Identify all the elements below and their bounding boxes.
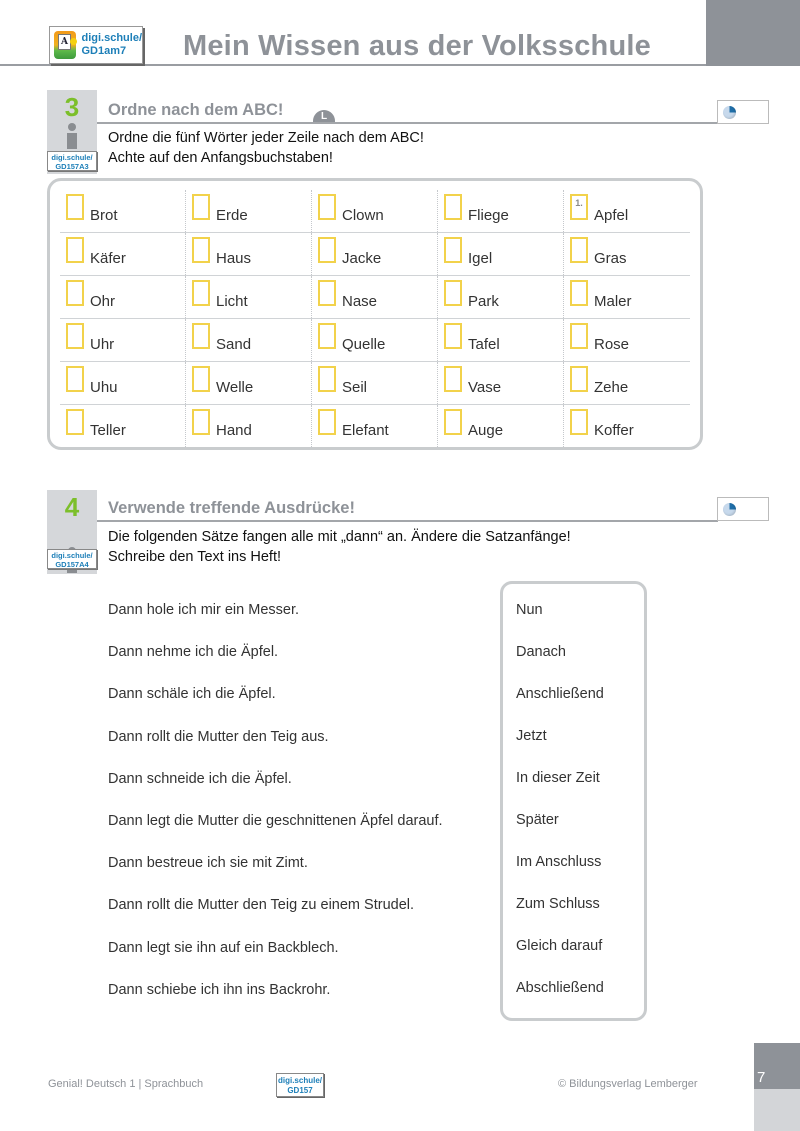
instruction-line-1: Die folgenden Sätze fangen alle mit „dann“ an. Ändere die Satzanfänge! xyxy=(108,529,571,545)
abc-cell xyxy=(60,276,186,318)
abc-word: Nase xyxy=(342,293,378,310)
order-number-box[interactable] xyxy=(192,280,210,306)
footer-digi-badge[interactable] xyxy=(276,1073,324,1097)
quarter-pie-icon xyxy=(723,106,736,119)
page-title: Mein Wissen aus der Volksschule xyxy=(183,30,651,62)
abc-word: Käfer xyxy=(90,250,126,267)
exercise-4-digi-badge[interactable] xyxy=(47,549,97,569)
abc-word: Zehe xyxy=(594,379,629,396)
abc-word: Uhr xyxy=(90,336,115,353)
abc-word: Teller xyxy=(90,422,126,439)
abc-word: Fliege xyxy=(468,207,509,224)
sentence: Dann hole ich mir ein Messer. xyxy=(108,602,299,618)
abc-row xyxy=(60,276,690,319)
abc-cell xyxy=(312,319,438,361)
abc-word: Ohr xyxy=(90,293,116,310)
word-bank-item: Gleich darauf xyxy=(516,938,603,954)
page-number: 7 xyxy=(757,1069,766,1086)
sentence: Dann schneide ich die Äpfel. xyxy=(108,770,292,787)
abc-cell xyxy=(564,405,690,447)
order-number-box[interactable] xyxy=(192,194,210,220)
abc-cell xyxy=(186,233,312,275)
abc-cell xyxy=(438,233,564,275)
badge-line2: GD157 xyxy=(287,1086,313,1095)
abc-word: Jacke xyxy=(342,250,382,267)
abc-cell xyxy=(186,362,312,404)
progress-box xyxy=(717,100,769,124)
order-number-box[interactable] xyxy=(444,323,462,349)
abc-word: Clown xyxy=(342,207,384,224)
abc-cell xyxy=(60,362,186,404)
abc-cell xyxy=(438,276,564,318)
abc-cell xyxy=(438,405,564,447)
abc-word: Auge xyxy=(468,422,504,439)
abc-word: Elefant xyxy=(342,422,389,439)
exercise-4-underline xyxy=(97,520,718,522)
order-number-box[interactable] xyxy=(570,409,588,435)
exercise-3-title: Ordne nach dem ABC! xyxy=(108,101,284,119)
abc-word: Licht xyxy=(216,293,248,310)
badge-line1: digi.schule/ xyxy=(277,1076,322,1085)
order-number-box[interactable] xyxy=(318,323,336,349)
word-bank-item: Nun xyxy=(516,602,543,618)
abc-cell xyxy=(564,276,690,318)
abc-word: Igel xyxy=(468,250,493,267)
abc-word: Koffer xyxy=(594,422,634,439)
abc-word: Park xyxy=(468,293,499,310)
order-number-box[interactable] xyxy=(318,194,336,220)
order-number-box[interactable] xyxy=(570,237,588,263)
person-icon xyxy=(66,123,78,149)
abc-cell xyxy=(60,319,186,361)
abc-cell xyxy=(438,319,564,361)
word-bank-item: In dieser Zeit xyxy=(516,770,600,786)
order-number-box[interactable] xyxy=(318,409,336,435)
badge-line1: digi.schule/ xyxy=(81,32,142,44)
order-number-box[interactable] xyxy=(318,280,336,306)
order-number-box[interactable] xyxy=(66,323,84,349)
abc-row xyxy=(60,233,690,276)
abc-cell xyxy=(564,319,690,361)
abc-word: Hand xyxy=(216,422,252,439)
abc-word: Tafel xyxy=(468,336,500,353)
abc-word: Rose xyxy=(594,336,630,353)
abc-cell xyxy=(186,319,312,361)
order-number-box[interactable] xyxy=(318,237,336,263)
order-number-box[interactable] xyxy=(444,280,462,306)
word-bank-item: Anschließend xyxy=(516,686,604,702)
instruction-line-2: Achte auf den Anfangsbuchstaben! xyxy=(108,150,333,166)
order-number-box[interactable] xyxy=(192,323,210,349)
abc-word: Erde xyxy=(216,207,248,224)
level-badge: L xyxy=(313,110,335,122)
word-bank-item: Im Anschluss xyxy=(516,854,602,870)
footer-copyright: © Bildungsverlag Lemberger xyxy=(558,1078,698,1090)
sentence: Dann schäle ich die Äpfel. xyxy=(108,686,276,703)
instruction-line-1: Ordne die fünf Wörter jeder Zeile nach dem ABC! xyxy=(108,130,424,146)
sentence: Dann schiebe ich ihn ins Backrohr. xyxy=(108,981,331,998)
order-number-box[interactable] xyxy=(66,409,84,435)
order-number-box[interactable] xyxy=(66,237,84,263)
badge-line2: GD1am7 xyxy=(81,45,127,57)
abc-cell xyxy=(312,276,438,318)
sentence: Dann bestreue ich sie mit Zimt. xyxy=(108,855,308,872)
abc-row xyxy=(60,405,690,447)
exercise-number: 4 xyxy=(64,492,80,522)
order-number-box[interactable] xyxy=(444,237,462,263)
order-number-box[interactable] xyxy=(192,409,210,435)
progress-box xyxy=(717,497,769,521)
abc-row xyxy=(60,319,690,362)
badge-line1: digi.schule/ xyxy=(51,153,93,162)
sentence: Dann nehme ich die Äpfel. xyxy=(108,644,279,661)
abc-cell xyxy=(186,276,312,318)
header-gray-block xyxy=(706,0,800,66)
sentence: Dann legt die Mutter die geschnittenen Äpfel darauf. xyxy=(108,813,443,829)
exercise-3-digi-badge[interactable] xyxy=(47,151,97,171)
order-number-box[interactable] xyxy=(444,194,462,220)
abc-cell xyxy=(186,405,312,447)
digi-schule-link-badge[interactable] xyxy=(49,26,143,64)
abc-row xyxy=(60,362,690,405)
abc-word: Welle xyxy=(216,379,254,396)
badge-line2: GD157A3 xyxy=(55,162,89,171)
order-number-box[interactable] xyxy=(66,280,84,306)
exercise-number: 3 xyxy=(64,92,80,122)
page-number-lower-block xyxy=(754,1089,800,1131)
abc-cell xyxy=(438,190,564,232)
word-bank-item: Danach xyxy=(516,644,566,660)
header-rule xyxy=(0,64,706,66)
order-number-box[interactable] xyxy=(444,409,462,435)
badge-line1: digi.schule/ xyxy=(51,551,93,560)
abc-grid xyxy=(60,190,690,447)
abc-word: Sand xyxy=(216,336,252,353)
abc-word: Haus xyxy=(216,250,252,267)
abc-cell xyxy=(60,233,186,275)
quarter-pie-icon xyxy=(723,503,736,516)
abc-cell xyxy=(60,405,186,447)
footer-book-title: Genial! Deutsch 1 | Sprachbuch xyxy=(48,1078,204,1090)
order-number-box[interactable] xyxy=(66,366,84,392)
abc-cell xyxy=(564,362,690,404)
sentence: Dann rollt die Mutter den Teig aus. xyxy=(108,728,329,745)
order-number-box[interactable] xyxy=(570,280,588,306)
abc-cell xyxy=(312,190,438,232)
word-bank-item: Später xyxy=(516,812,559,828)
abc-word: Gras xyxy=(594,250,627,267)
abc-word: Vase xyxy=(468,379,502,396)
exercise-4-title: Verwende treffende Ausdrücke! xyxy=(108,499,355,517)
abc-cell xyxy=(312,362,438,404)
abc-word: Seil xyxy=(342,379,368,396)
abc-word: Maler xyxy=(594,293,632,310)
abc-row xyxy=(60,190,690,233)
word-bank-item: Zum Schluss xyxy=(516,896,600,912)
order-number-box[interactable] xyxy=(66,194,84,220)
abc-word: Uhu xyxy=(90,379,118,396)
word-bank-item: Jetzt xyxy=(516,728,547,744)
order-number-box[interactable] xyxy=(318,366,336,392)
word-bank-item: Abschließend xyxy=(516,980,604,996)
instruction-line-2: Schreibe den Text ins Heft! xyxy=(108,549,282,565)
abc-cell xyxy=(564,190,690,232)
abc-word: Brot xyxy=(90,207,118,224)
abc-word: Quelle xyxy=(342,336,386,353)
abc-cell xyxy=(312,405,438,447)
abc-word: Apfel xyxy=(594,207,629,224)
abc-cell xyxy=(60,190,186,232)
badge-line2: GD157A4 xyxy=(55,560,89,569)
alphabet-app-icon: A xyxy=(54,31,76,59)
sentence: Dann legt sie ihn auf ein Backblech. xyxy=(108,939,339,956)
order-number-box[interactable] xyxy=(192,366,210,392)
abc-cell xyxy=(438,362,564,404)
sentence: Dann rollt die Mutter den Teig zu einem Strudel. xyxy=(108,897,415,914)
order-number-box[interactable] xyxy=(570,366,588,392)
order-number-box[interactable] xyxy=(444,366,462,392)
order-number-box[interactable]: 1. xyxy=(570,194,588,220)
abc-cell xyxy=(564,233,690,275)
order-number-box[interactable] xyxy=(192,237,210,263)
order-number-box[interactable] xyxy=(570,323,588,349)
abc-cell xyxy=(312,233,438,275)
abc-cell xyxy=(186,190,312,232)
exercise-3-underline xyxy=(97,122,718,124)
